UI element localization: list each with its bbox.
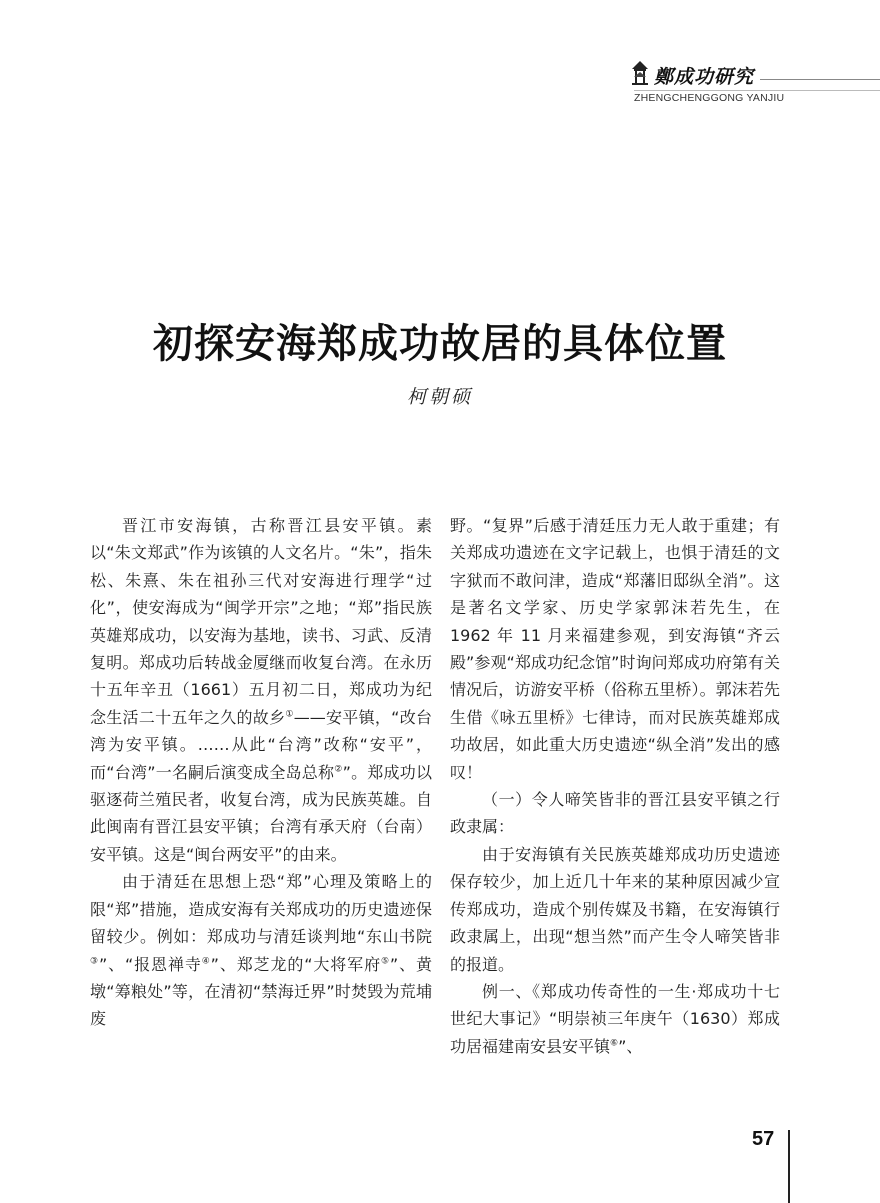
header-rule xyxy=(760,79,880,80)
article-author: 柯朝硕 xyxy=(406,386,473,408)
footnote-ref: ③ xyxy=(90,956,99,967)
paragraph: 晋江市安海镇，古称晋江县安平镇。素以“朱文郑武”作为该镇的人文名片。“朱”，指朱松、朱熹、朱在祖孙三代对安海进行理学“过化”，使安海成为“闽学开宗”之地；“郑”指民族英雄郑成功，以安海为基地，读书、习武、反清复明。郑成功后转战金厦继而收复台湾。在永历十五年辛丑（1661）五月初二日，郑成功为纪念生活二十五年之久的故乡①——安平镇，“改台湾为安平镇。……从此“台湾”改称“安平”，而“台湾”一名嗣后演变成全岛总称②”。郑成功以驱逐荷兰殖民者，收复台湾，成为民族英雄。自此闽南有晋江县安平镇；台湾有承天府（台南）安平镇。这是“闽台两安平”的由来。 xyxy=(90,516,432,864)
page-rule xyxy=(788,1130,790,1203)
footnote-ref: ④ xyxy=(201,956,211,967)
article-title: 初探安海郑成功故居的具体位置 xyxy=(153,321,727,367)
right-column xyxy=(450,512,780,1060)
footnote-ref: ① xyxy=(285,709,294,720)
page-number: 57 xyxy=(752,1128,775,1150)
paragraph: 例一、《郑成功传奇性的一生·郑成功十七世纪大事记》“明崇祯三年庚午（1630）郑成功居福建南安县安平镇⑥”、 xyxy=(450,981,780,1056)
paragraph: 由于安海镇有关民族英雄郑成功历史遗迹保存较少，加上近几十年来的某种原因减少宣传郑成功，造成个别传媒及书籍，在安海镇行政隶属上，出现“想当然”而产生令人啼笑皆非的报道。 xyxy=(450,844,780,974)
paragraph: 由于清廷在思想上恐“郑”心理及策略上的限“郑”措施，造成安海有关郑成功的历史遗迹保留较少。例如：郑成功与清廷谈判地“东山书院③”、“报恩禅寺④”、郑芝龙的“大将军府⑤”、黄墩“筹粮处”等，在清初“禁海迁界”时焚毁为荒埔废 xyxy=(90,872,432,1029)
footnote-ref: ② xyxy=(334,764,343,775)
journal-subtitle: ZHENGCHENGGONG YANJIU xyxy=(634,92,785,104)
footnote-ref: ⑤ xyxy=(380,956,390,967)
header-subrule xyxy=(634,90,880,91)
section-heading: （一）令人啼笑皆非的晋江县安平镇之行政隶属： xyxy=(450,790,780,837)
footnote-ref: ⑥ xyxy=(610,1038,619,1049)
paragraph: 野。“复界”后感于清廷压力无人敢于重建；有关郑成功遗迹在文字记载上，也惧于清廷的文字狱而不敢问津，造成“郑藩旧邸纵全消”。这是著名文学家、历史学家郭沫若先生，在 1962 年 11 月来福建参观，到安海镇“齐云殿”参观“郑成功纪念馆”时询问郑成功府第有关情况后，访游安平桥（俗称五里桥）。郭沫若先生借《咏五里桥》七律诗，而对民族英雄郑成功故居，如此重大历史遗迹“纵全消”发出的感叹！ xyxy=(450,516,780,782)
journal-header xyxy=(620,52,880,112)
left-column xyxy=(90,512,432,1033)
pavilion-icon xyxy=(630,60,650,86)
journal-brand: 鄭成功研究 xyxy=(654,66,755,88)
